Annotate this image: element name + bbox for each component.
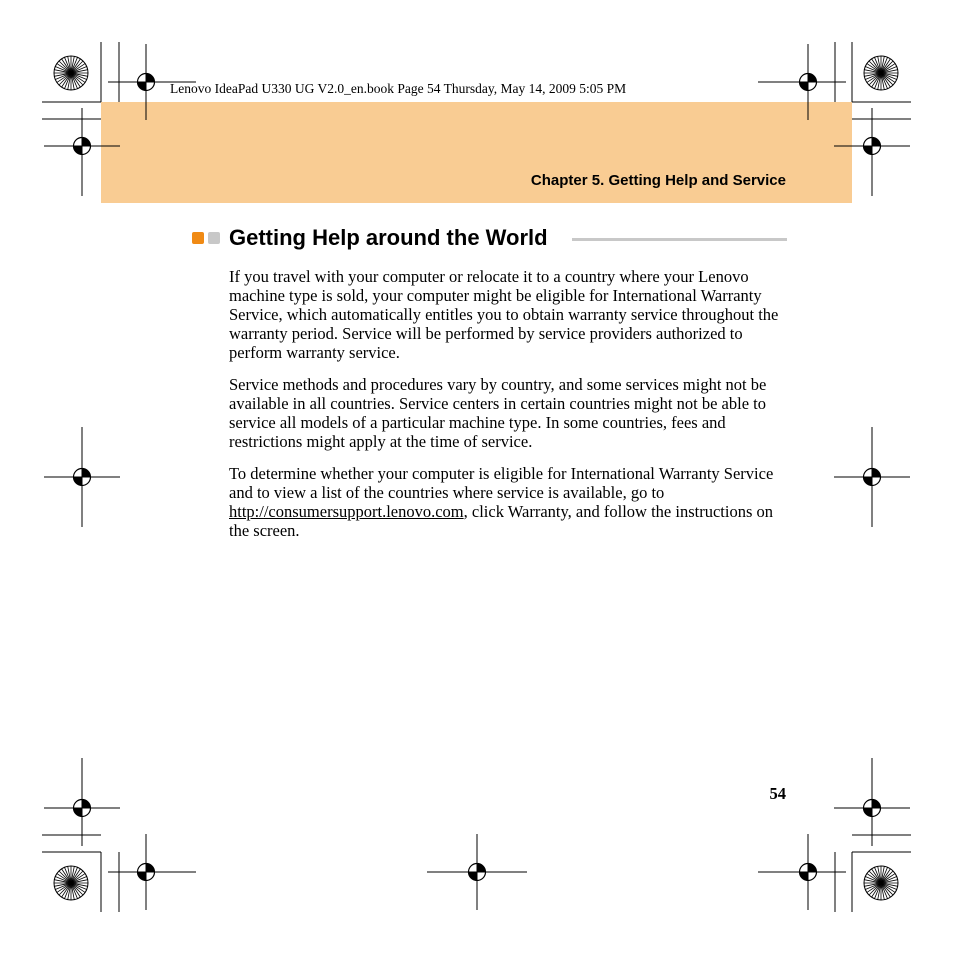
print-file-info: Lenovo IdeaPad U330 UG V2.0_en.book Page 54 Thursday, May 14, 2009 5:05 PM [170,81,627,96]
section-heading: Getting Help around the World [229,225,548,250]
paragraph-3-text-before: To determine whether your computer is eligible for International Warranty Service and to view a list of the countries where service is available, go to [229,464,774,502]
paragraph-2: Service methods and procedures vary by country, and some services might not be available in all countries. Service centers in certain countries might not be able to service all models of a particular machine type. In some countries, fees and restrictions might apply at the time of service. [229,375,767,451]
heading-bullet-grey-icon [208,232,220,244]
heading-bullet-orange-icon [192,232,204,244]
chapter-title: Chapter 5. Getting Help and Service [530,172,786,189]
section-body [229,267,789,553]
consumer-support-link[interactable]: http://consumersupport.lenovo.com [229,502,464,521]
paragraph-1: If you travel with your computer or relocate it to a country where your Lenovo machine type is sold, your computer might be eligible for International Warranty Service, which automatically entitles you to obtain warranty service throughout the warranty period. Service will be performed by service providers authorized to perform warranty service. [229,267,779,362]
page-number: 54 [769,784,786,803]
paragraph-3 [229,464,789,540]
paragraph-3-text-after: , click Warranty, and follow the instructions on the screen. [229,502,773,540]
heading-rule [572,238,787,241]
